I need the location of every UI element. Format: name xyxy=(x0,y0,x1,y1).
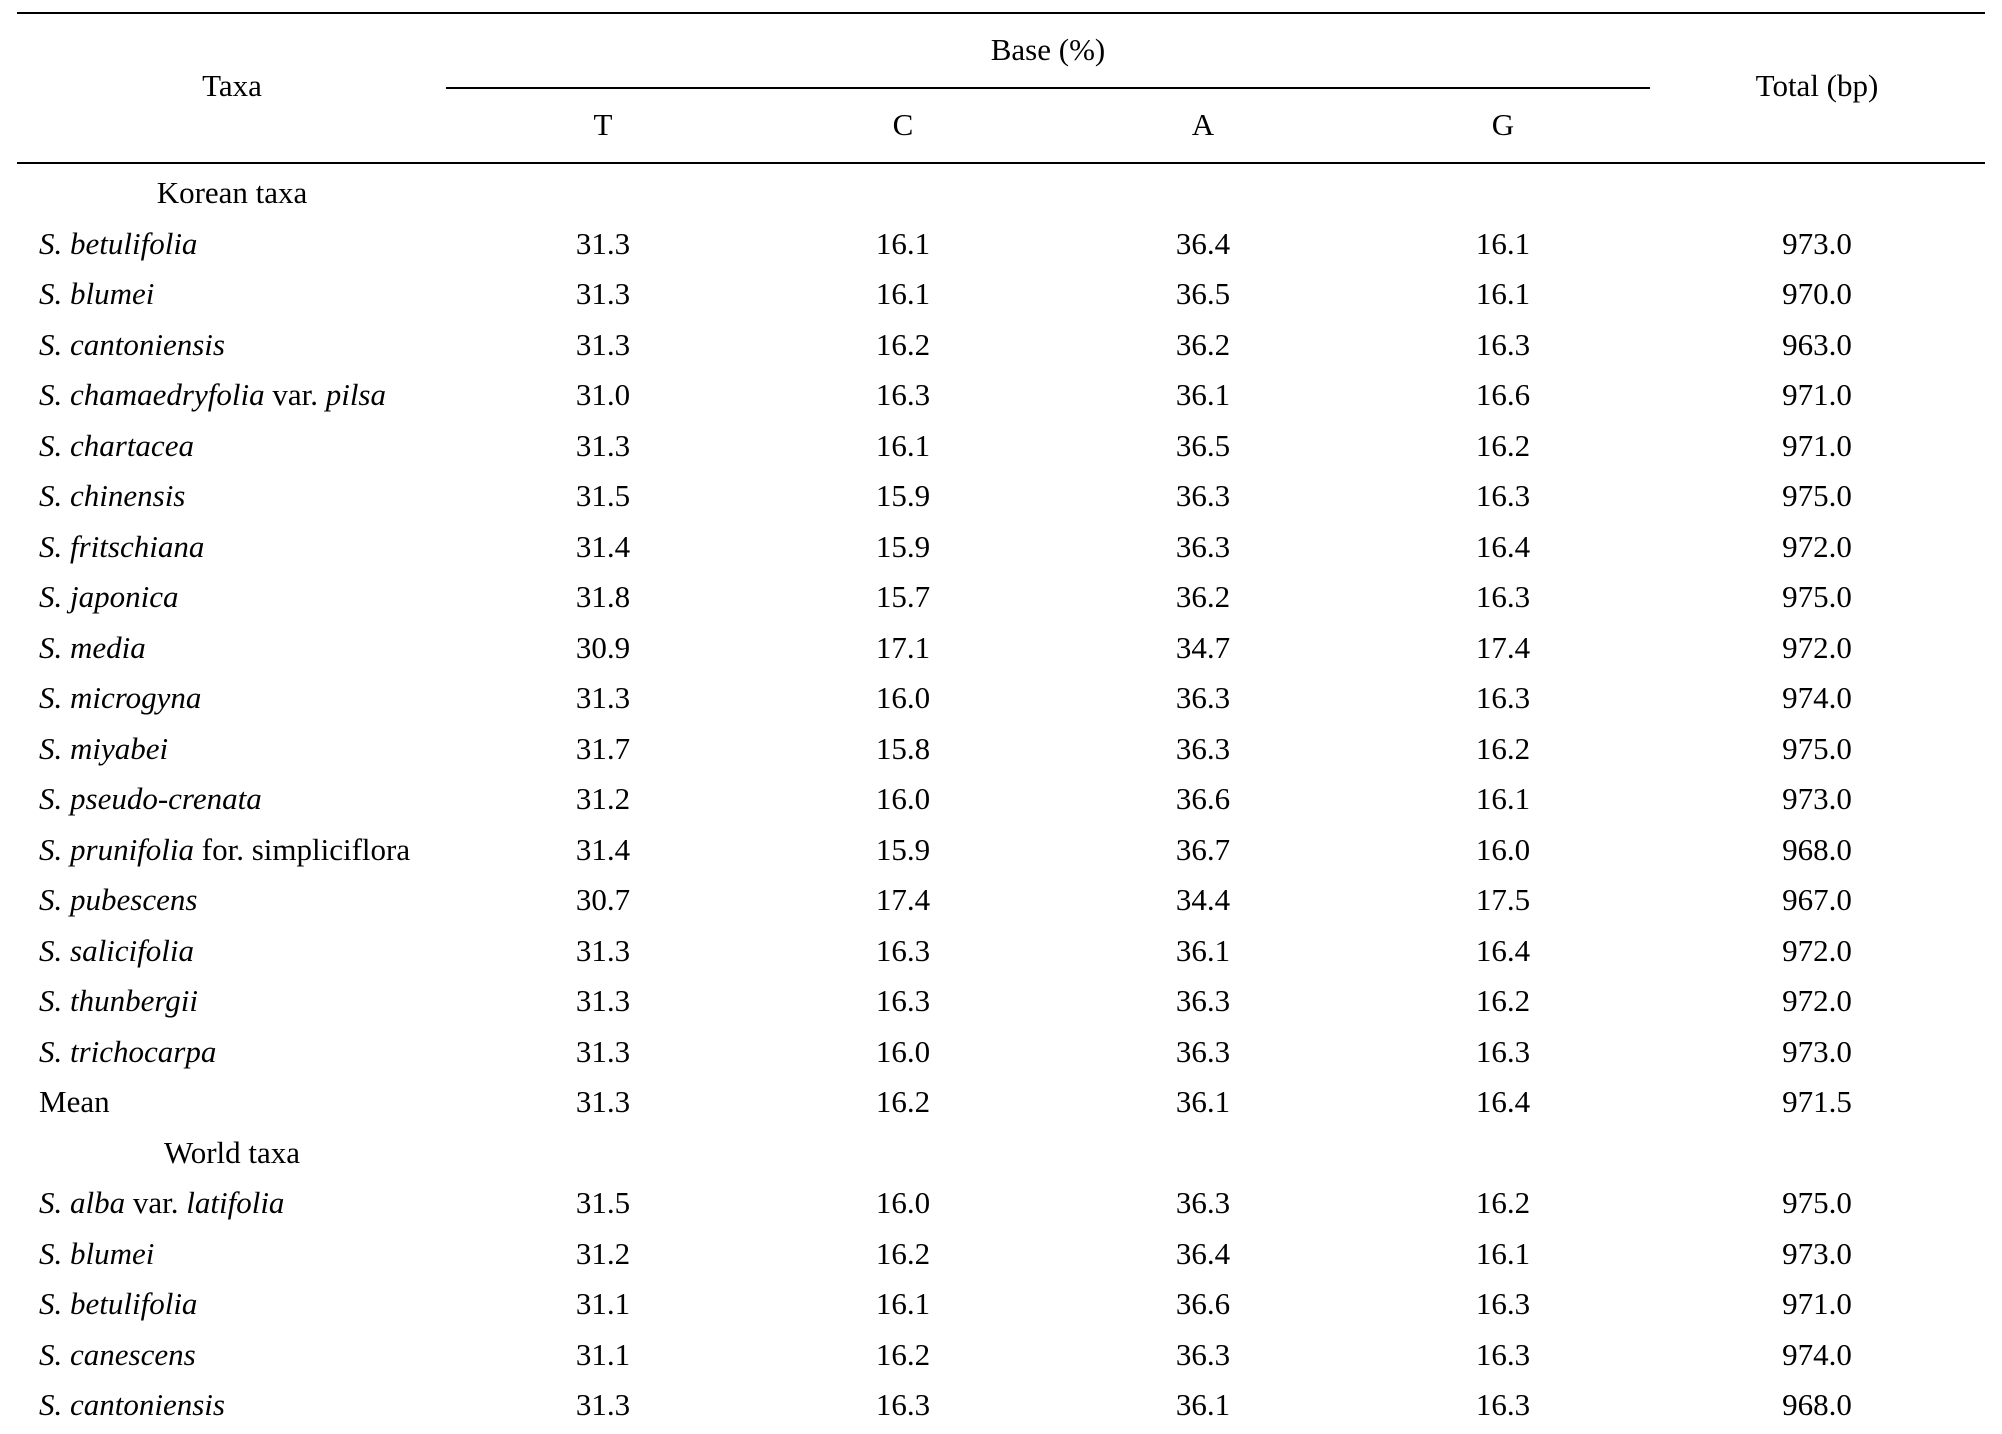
base-c-cell: 16.0 xyxy=(875,1033,931,1069)
base-a-cell: 36.3 xyxy=(1175,528,1231,564)
total-bp-cell: 973.0 xyxy=(1782,1033,1852,1069)
header-col-g: G xyxy=(1491,107,1515,142)
base-c-cell: 16.1 xyxy=(875,276,931,311)
taxon-name xyxy=(39,680,201,716)
base-g-cell: 16.2 xyxy=(1475,983,1531,1018)
taxon-name-italic-part: S. media xyxy=(39,629,146,665)
total-bp-cell: 975.0 xyxy=(1782,1185,1852,1220)
total-bp-cell: 972.0 xyxy=(1782,528,1852,564)
taxon-name xyxy=(39,1236,154,1272)
base-a-cell: 34.7 xyxy=(1175,629,1231,665)
base-a-cell: 34.4 xyxy=(1175,882,1231,917)
base-t-cell: 31.1 xyxy=(575,1336,631,1372)
base-g-cell: 16.2 xyxy=(1475,730,1531,766)
taxon-name xyxy=(39,882,197,918)
base-c-cell: 16.1 xyxy=(875,1286,931,1321)
base-g-cell: 17.4 xyxy=(1475,629,1531,665)
base-a-cell: 36.2 xyxy=(1175,326,1231,362)
base-g-cell: 17.5 xyxy=(1475,882,1531,917)
taxon-name-italic-part: S. cantoniensis xyxy=(39,326,225,362)
taxon-name xyxy=(39,1084,110,1120)
base-g-cell: 16.1 xyxy=(1475,781,1531,816)
base-t-cell: 31.7 xyxy=(575,730,631,766)
base-t-cell: 30.7 xyxy=(575,882,631,917)
base-t-cell: 31.5 xyxy=(575,1185,631,1220)
total-bp-cell: 970.0 xyxy=(1782,276,1852,311)
base-a-cell: 36.7 xyxy=(1175,831,1231,867)
header-base: Base (%) xyxy=(990,32,1106,67)
header-col-t: T xyxy=(593,107,613,142)
total-bp-cell: 968.0 xyxy=(1782,1387,1852,1422)
header-total: Total (bp) xyxy=(1755,68,1879,103)
base-c-cell: 15.9 xyxy=(875,528,931,564)
base-c-cell: 16.2 xyxy=(875,1084,931,1119)
base-a-cell: 36.2 xyxy=(1175,579,1231,614)
base-g-cell: 16.3 xyxy=(1475,680,1531,715)
taxon-name xyxy=(39,1387,225,1423)
base-g-cell: 16.2 xyxy=(1475,427,1531,463)
base-c-cell: 16.3 xyxy=(875,377,931,412)
base-t-cell: 31.5 xyxy=(575,478,631,513)
taxon-name-italic-part: S. prunifolia xyxy=(39,831,195,867)
base-g-cell: 16.3 xyxy=(1475,1286,1531,1321)
base-t-cell: 31.3 xyxy=(575,427,631,463)
taxon-name xyxy=(39,579,179,615)
taxon-name xyxy=(39,630,146,666)
base-c-cell: 16.1 xyxy=(875,225,931,261)
taxon-name xyxy=(39,983,198,1019)
taxon-name xyxy=(39,1286,197,1322)
base-a-cell: 36.5 xyxy=(1175,427,1231,463)
base-c-cell: 16.3 xyxy=(875,1387,931,1422)
base-t-cell: 31.3 xyxy=(575,225,631,261)
base-t-cell: 31.3 xyxy=(575,932,631,968)
taxon-name-italic-part: S. japonica xyxy=(39,579,179,614)
base-a-cell: 36.3 xyxy=(1175,1336,1231,1372)
base-g-cell: 16.1 xyxy=(1475,1235,1531,1271)
taxon-name xyxy=(39,1185,284,1221)
base-c-cell: 15.9 xyxy=(875,831,931,867)
base-t-cell: 31.3 xyxy=(575,276,631,311)
base-a-cell: 36.3 xyxy=(1175,730,1231,766)
total-bp-cell: 972.0 xyxy=(1782,932,1852,968)
taxon-name-italic-part: S. salicifolia xyxy=(39,932,194,968)
taxon-name xyxy=(39,1034,216,1070)
base-c-cell: 16.0 xyxy=(875,781,931,816)
base-c-cell: 16.0 xyxy=(875,680,931,715)
taxon-name-italic-part: S. chamaedryfolia xyxy=(39,377,265,412)
header-col-a: A xyxy=(1191,107,1215,142)
taxon-name-italic-part: latifolia xyxy=(186,1185,285,1220)
taxon-name xyxy=(39,731,168,767)
base-t-cell: 31.0 xyxy=(575,377,631,412)
base-g-cell: 16.3 xyxy=(1475,579,1531,614)
total-bp-cell: 975.0 xyxy=(1782,478,1852,513)
total-bp-cell: 973.0 xyxy=(1782,781,1852,816)
taxon-name-roman-part: var. xyxy=(264,377,326,412)
base-t-cell: 31.4 xyxy=(575,831,631,867)
base-c-cell: 17.1 xyxy=(875,629,931,665)
base-g-cell: 16.0 xyxy=(1475,831,1531,867)
taxon-name xyxy=(39,933,194,969)
total-bp-cell: 973.0 xyxy=(1782,225,1852,261)
taxon-name-roman-part: for. simpliciflora xyxy=(194,831,411,867)
base-span-rule xyxy=(446,87,1650,89)
taxon-name-italic-part: S. blumei xyxy=(39,276,155,311)
taxon-name-italic-part: S. chinensis xyxy=(39,478,186,513)
base-c-cell: 16.2 xyxy=(875,1235,931,1271)
taxon-name-roman-part: var. xyxy=(125,1185,187,1220)
taxon-name-italic-part: S. pubescens xyxy=(39,882,198,917)
base-c-cell: 16.0 xyxy=(875,1185,931,1220)
taxon-name xyxy=(39,832,410,868)
base-t-cell: 31.3 xyxy=(575,680,631,715)
base-c-cell: 16.2 xyxy=(875,326,931,362)
header-bottom-rule xyxy=(17,162,1985,164)
total-bp-cell: 971.0 xyxy=(1782,1286,1852,1321)
taxon-name-italic-part: S. blumei xyxy=(39,1235,155,1271)
base-a-cell: 36.1 xyxy=(1175,932,1231,968)
base-g-cell: 16.4 xyxy=(1475,1084,1531,1119)
taxon-name-italic-part: S. thunbergii xyxy=(39,983,199,1018)
section-heading: Korean taxa xyxy=(156,175,308,210)
base-g-cell: 16.4 xyxy=(1475,528,1531,564)
base-g-cell: 16.3 xyxy=(1475,1033,1531,1069)
base-g-cell: 16.1 xyxy=(1475,276,1531,311)
base-a-cell: 36.4 xyxy=(1175,1235,1231,1271)
total-bp-cell: 963.0 xyxy=(1782,326,1852,362)
base-a-cell: 36.4 xyxy=(1175,225,1231,261)
total-bp-cell: 972.0 xyxy=(1782,629,1852,665)
base-t-cell: 31.3 xyxy=(575,1387,631,1422)
base-g-cell: 16.3 xyxy=(1475,326,1531,362)
base-a-cell: 36.3 xyxy=(1175,478,1231,513)
base-c-cell: 16.1 xyxy=(875,427,931,463)
base-c-cell: 16.2 xyxy=(875,1336,931,1372)
base-a-cell: 36.1 xyxy=(1175,377,1231,412)
base-c-cell: 15.9 xyxy=(875,478,931,513)
total-bp-cell: 971.0 xyxy=(1782,377,1852,412)
base-a-cell: 36.3 xyxy=(1175,983,1231,1018)
taxon-name-italic-part: S. betulifolia xyxy=(39,225,198,261)
total-bp-cell: 974.0 xyxy=(1782,680,1852,715)
base-c-cell: 15.8 xyxy=(875,730,931,766)
base-g-cell: 16.6 xyxy=(1475,377,1531,412)
taxon-name-italic-part: S. cantoniensis xyxy=(39,1387,225,1422)
taxon-name xyxy=(39,781,262,817)
base-t-cell: 31.1 xyxy=(575,1286,631,1321)
total-bp-cell: 974.0 xyxy=(1782,1336,1852,1372)
total-bp-cell: 971.0 xyxy=(1782,427,1852,463)
base-a-cell: 36.1 xyxy=(1175,1387,1231,1422)
taxon-name xyxy=(39,478,185,514)
base-t-cell: 31.3 xyxy=(575,983,631,1018)
base-a-cell: 36.3 xyxy=(1175,1033,1231,1069)
total-bp-cell: 967.0 xyxy=(1782,882,1852,917)
base-a-cell: 36.3 xyxy=(1175,1185,1231,1220)
total-bp-cell: 973.0 xyxy=(1782,1235,1852,1271)
taxon-name xyxy=(39,377,386,413)
base-c-cell: 16.3 xyxy=(875,932,931,968)
base-g-cell: 16.4 xyxy=(1475,932,1531,968)
total-bp-cell: 975.0 xyxy=(1782,730,1852,766)
total-bp-cell: 968.0 xyxy=(1782,831,1852,867)
taxon-name-italic-part: S. trichocarpa xyxy=(39,1033,217,1069)
total-bp-cell: 971.5 xyxy=(1782,1084,1852,1119)
base-c-cell: 16.3 xyxy=(875,983,931,1018)
base-t-cell: 30.9 xyxy=(575,629,631,665)
section-heading: World taxa xyxy=(163,1134,301,1170)
base-t-cell: 31.8 xyxy=(575,579,631,614)
taxon-name-italic-part: S. miyabei xyxy=(39,730,169,766)
taxon-name xyxy=(39,226,197,262)
taxon-name-italic-part: S. fritschiana xyxy=(39,528,205,564)
base-g-cell: 16.3 xyxy=(1475,1336,1531,1372)
base-t-cell: 31.2 xyxy=(575,1235,631,1271)
total-bp-cell: 975.0 xyxy=(1782,579,1852,614)
base-g-cell: 16.1 xyxy=(1475,225,1531,261)
taxon-name xyxy=(39,529,204,565)
base-a-cell: 36.3 xyxy=(1175,680,1231,715)
base-a-cell: 36.6 xyxy=(1175,1286,1231,1321)
base-a-cell: 36.1 xyxy=(1175,1084,1231,1119)
total-bp-cell: 972.0 xyxy=(1782,983,1852,1018)
base-t-cell: 31.3 xyxy=(575,1033,631,1069)
base-t-cell: 31.2 xyxy=(575,781,631,816)
base-g-cell: 16.2 xyxy=(1475,1185,1531,1220)
taxon-name xyxy=(39,428,194,464)
base-a-cell: 36.5 xyxy=(1175,276,1231,311)
taxon-name-italic-part: S. canescens xyxy=(39,1336,196,1372)
base-c-cell: 17.4 xyxy=(875,882,931,917)
taxon-name xyxy=(39,327,225,363)
top-rule xyxy=(17,12,1985,14)
base-g-cell: 16.3 xyxy=(1475,478,1531,513)
taxon-name-italic-part: S. chartacea xyxy=(39,427,194,463)
header-taxa: Taxa xyxy=(202,68,262,103)
taxon-name xyxy=(39,1337,196,1373)
taxon-name-italic-part: S. microgyna xyxy=(39,680,202,715)
taxon-name-italic-part: S. pseudo-crenata xyxy=(39,781,262,816)
base-c-cell: 15.7 xyxy=(875,579,931,614)
base-t-cell: 31.3 xyxy=(575,1084,631,1119)
taxon-name-roman-part: Mean xyxy=(39,1084,110,1119)
taxon-name-italic-part: S. betulifolia xyxy=(39,1286,198,1321)
base-t-cell: 31.4 xyxy=(575,528,631,564)
taxon-name-italic-part: pilsa xyxy=(325,377,386,412)
taxon-name-italic-part: S. alba xyxy=(39,1185,126,1220)
base-a-cell: 36.6 xyxy=(1175,781,1231,816)
header-col-c: C xyxy=(892,107,914,142)
taxon-name xyxy=(39,276,154,312)
base-g-cell: 16.3 xyxy=(1475,1387,1531,1422)
base-t-cell: 31.3 xyxy=(575,326,631,362)
